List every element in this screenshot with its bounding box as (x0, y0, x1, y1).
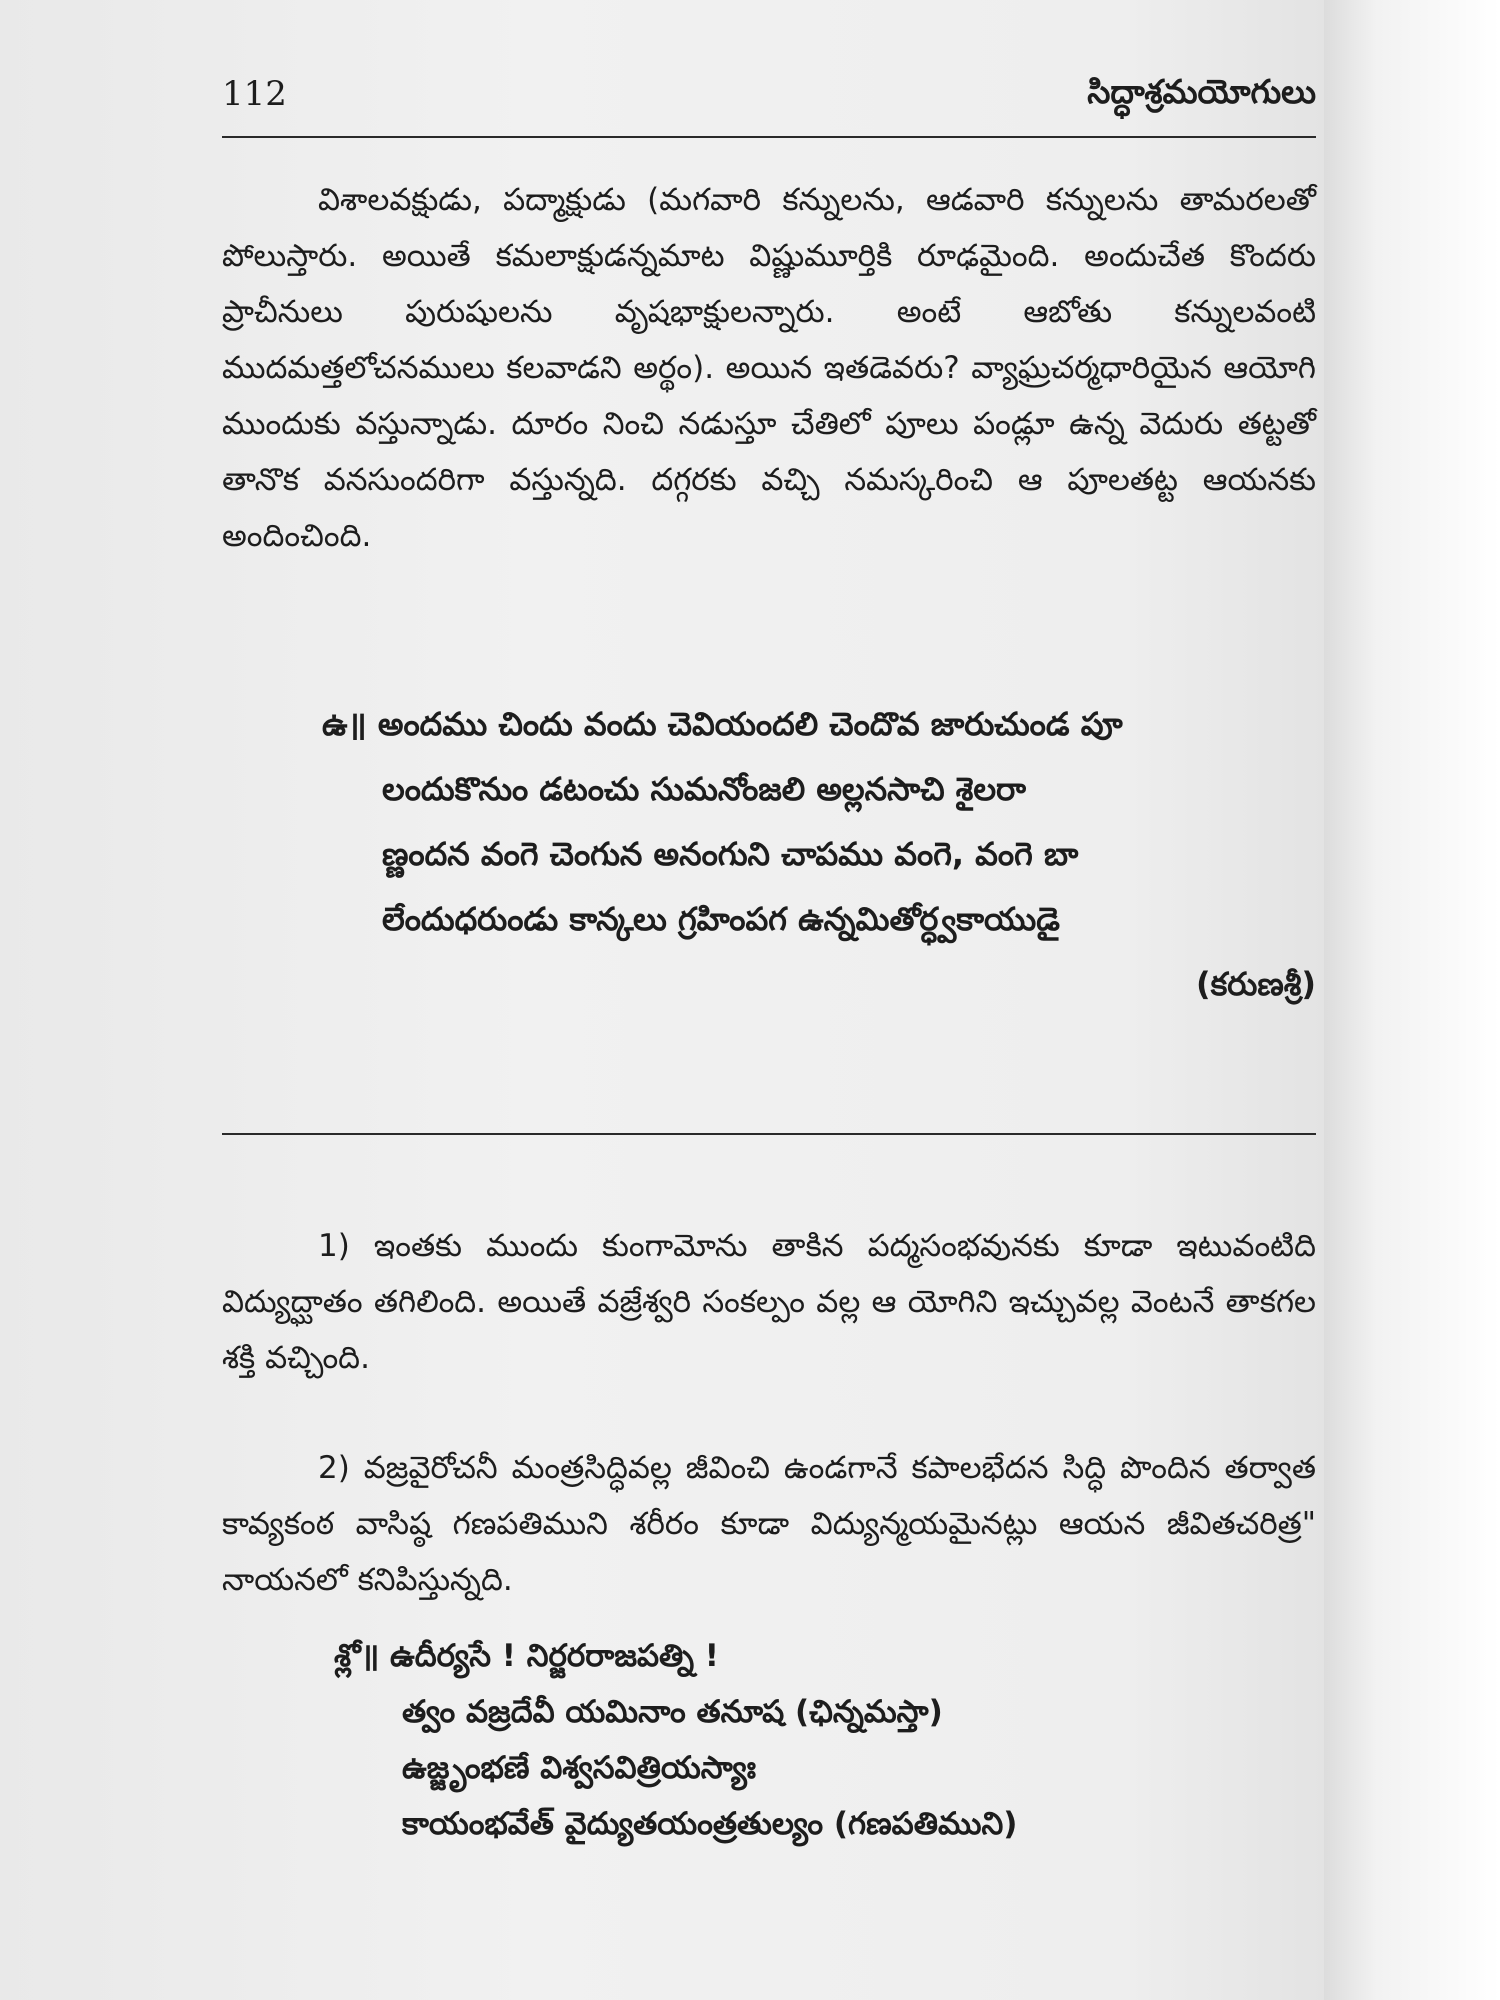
shloka-block (222, 1628, 1316, 1852)
verse-line: ఉ॥ అందము చిందు వందు చెవియందలి చెందొవ జారుచుండ పూ (322, 705, 1123, 743)
footnote-2 (222, 1440, 1316, 1608)
shloka-line: ఉజ్జృంభణే విశ్వసవిత్రియస్యాః (402, 1750, 757, 1786)
header-rule (222, 136, 1316, 138)
page-number: 112 (222, 74, 287, 114)
footnote-1 (222, 1218, 1316, 1386)
shloka-line: త్వం వజ్రదేవీ యమినాం తనూష (ఛిన్నమస్తా) (402, 1694, 943, 1730)
prose-paragraph: విశాలవక్షుడు, పద్మాక్షుడు (మగవారి కన్నులను, ఆడవారి కన్నులను తామరలతో పోలుస్తారు. అయితే కమలాక్షుడన్నమాట విష్ణుమూర్తికి రూఢమైంది. అందుచేత కొందరు ప్రాచీనులు పురుషులను వృషభాక్షులన్నారు. అంటే ఆబోతు కన్నులవంటి ముదమత్తలోచనములు కలవాడని అర్థం). అయిన ఇతడెవరు? వ్యాఘ్రచర్మధారియైన ఆయోగి ముందుకు వస్తున్నాడు. దూరం నించి నడుస్తూ చేతిలో పూలు పండ్లూ ఉన్న వెదురు తట్టతో తానొక వనసుందరిగా వస్తున్నది. దగ్గరకు వచ్చి నమస్కరించి ఆ పూలతట్ట ఆయనకు అందించింది. (222, 182, 1316, 554)
footnote-text: 1) ఇంతకు ముందు కుంగామోను తాకిన పద్మసంభవునకు కూడా ఇటువంటిది విద్యుద్ఘాతం తగిలింది. అయితే వజ్రేశ్వరి సంకల్పం వల్ల ఆ యోగిని ఇచ్చువల్ల వెంటనే తాకగల శక్తి వచ్చింది. (222, 1228, 1316, 1376)
verse-block (322, 692, 1316, 1017)
verse-line: లేందుధరుండు కాన్కలు గ్రహింపగ ఉన్నమితోర్ధ్వకాయుడై (382, 900, 1060, 938)
prose-block (222, 172, 1316, 564)
page-edge (1324, 0, 1500, 2000)
verse-credit: (కరుణశ్రీ) (1195, 965, 1316, 1003)
footnote-rule (222, 1133, 1316, 1135)
verse-line: ణ్ణందన వంగె చెంగున అనంగుని చాపము వంగె, వంగె బా (382, 835, 1079, 873)
footnote-text: 2) వజ్రవైరోచనీ మంత్రసిద్ధివల్ల జీవించి ఉండగానే కపాలభేదన సిద్ధి పొందిన తర్వాత కావ్యకంఠ వాసిష్ఠ గణపతిముని శరీరం కూడా విద్యున్మయమైనట్లు ఆయన జీవితచరిత్ర" నాయనలో కనిపిస్తున్నది. (222, 1450, 1316, 1598)
running-title: సిద్ధాశ్రమయోగులు (1087, 72, 1316, 111)
shloka-line: శ్లో॥ ఉదీర్యసే ! నిర్జరరాజపత్ని ! (334, 1638, 719, 1674)
shloka-line: కాయంభవేత్ వైద్యుతయంత్రతుల్యం (గణపతిముని) (402, 1806, 1018, 1842)
page-header (222, 72, 1316, 132)
verse-line: లందుకొనుం డటంచు సుమనోంజలి అల్లనసాచి శైలరా (382, 770, 1026, 808)
